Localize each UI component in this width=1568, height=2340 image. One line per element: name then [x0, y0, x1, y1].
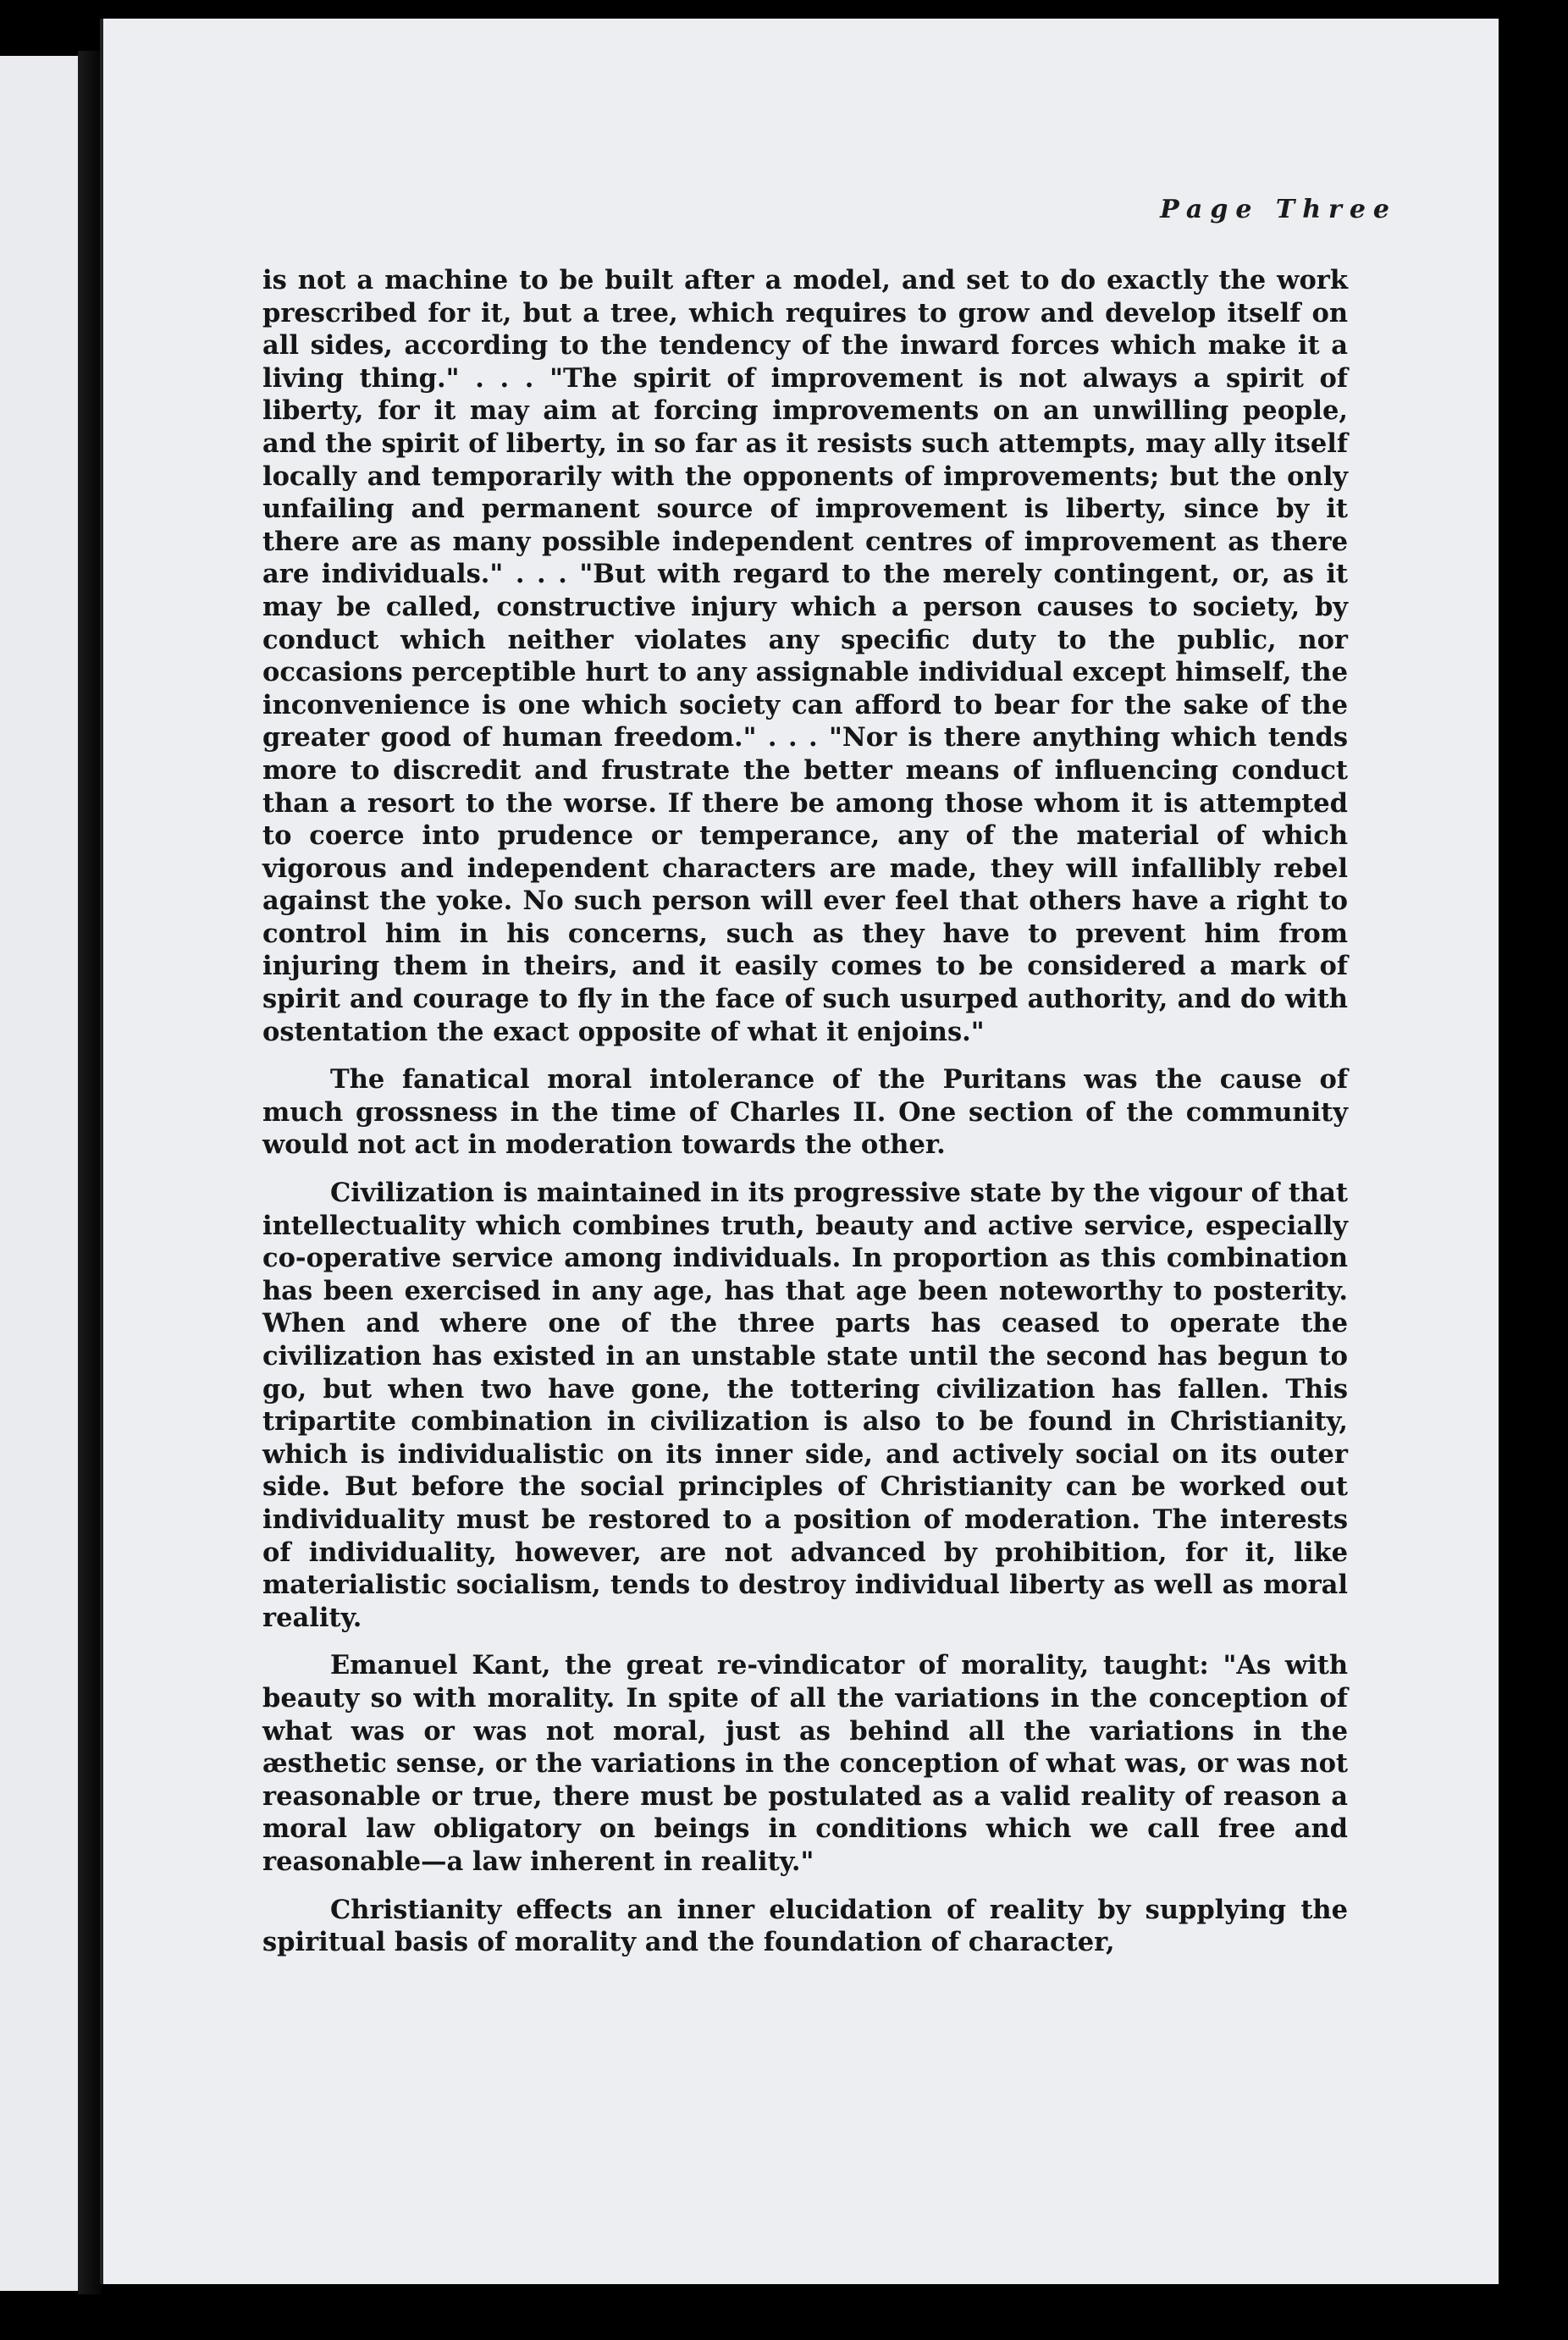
body-text [262, 264, 1348, 1974]
paragraph-5: Christianity effects an inner elucidation of reality by supplying the spiritual basis of morality and the foundation of character, [262, 1894, 1348, 1958]
previous-page-edge [0, 56, 78, 2291]
gutter-shadow [78, 51, 102, 2294]
paragraph-4: Emanuel Kant, the great re-vindicator of morality, taught: "As with beauty so with morality. In spite of all the variations in the conception of what was or was not moral, just as behind all the variations in the æsthetic sense, or the variations in the conception of what was, or was not reasonable or true, there must be postulated as a valid reality of reason a moral law obligatory on beings in conditions which we call free and reasonable—a law inherent in reality." [262, 1650, 1348, 1877]
running-head: Page Three [1160, 195, 1397, 224]
paragraph-3: Civilization is maintained in its progressive state by the vigour of that intellectuality which combines truth, beauty and active service, especially co-operative service among individuals. In proportion as this combination has been exercised in any age, has that age been noteworthy to posterity. When and where one of the three parts has ceased to operate the civilization has existed in an unstable state until the second has begun to go, but when two have gone, the tottering civilization has fallen. This tripartite combination in civilization is also to be found in Christianity, which is individualistic on its inner side, and actively social on its outer side. But before the social principles of Christianity can be worked out individuality must be restored to a position of moderation. The interests of individuality, however, are not advanced by prohibition, for it, like materialistic socialism, tends to destroy individual liberty as well as moral reality. [262, 1178, 1348, 1633]
paragraph-2: The fanatical moral intolerance of the Puritans was the cause of much grossness in the time of Charles II. One section of the community would not act in moderation towards the other. [262, 1064, 1348, 1161]
paragraph-1: is not a machine to be built after a model, and set to do exactly the work prescribed for it, but a tree, which requires to grow and develop itself on all sides, according to the tendency of the inward forces which make it a living thing." . . . "The spirit of improvement is not always a spirit of liberty, for it may aim at forcing improvements on an unwilling people, and the spirit of liberty, in so far as it resists such attempts, may ally itself locally and temporarily with the opponents of improvements; but the only unfailing and permanent source of improvement is liberty, since by it there are as many possible independent centres of improvement as there are individuals." . . . "But with regard to the merely contingent, or, as it may be called, constructive injury which a person causes to society, by conduct which neither violates any specific duty to the public, nor occasions perceptible hurt to any assignable individual except himself, the inconvenience is one which society can afford to bear for the sake of the greater good of human freedom." . . . "Nor is there anything which tends more to discredit and frustrate the better means of influencing conduct than a resort to the worse. If there be among those whom it is attempted to coerce into prudence or temperance, any of the material of which vigorous and independent characters are made, they will infallibly rebel against the yoke. No such person will ever feel that others have a right to control him in his concerns, such as they have to prevent him from injuring them in theirs, and it easily comes to be considered a mark of spirit and courage to fly in the face of such usurped authority, and do with ostentation the exact opposite of what it enjoins." [262, 265, 1348, 1047]
book-page [100, 19, 1499, 2284]
